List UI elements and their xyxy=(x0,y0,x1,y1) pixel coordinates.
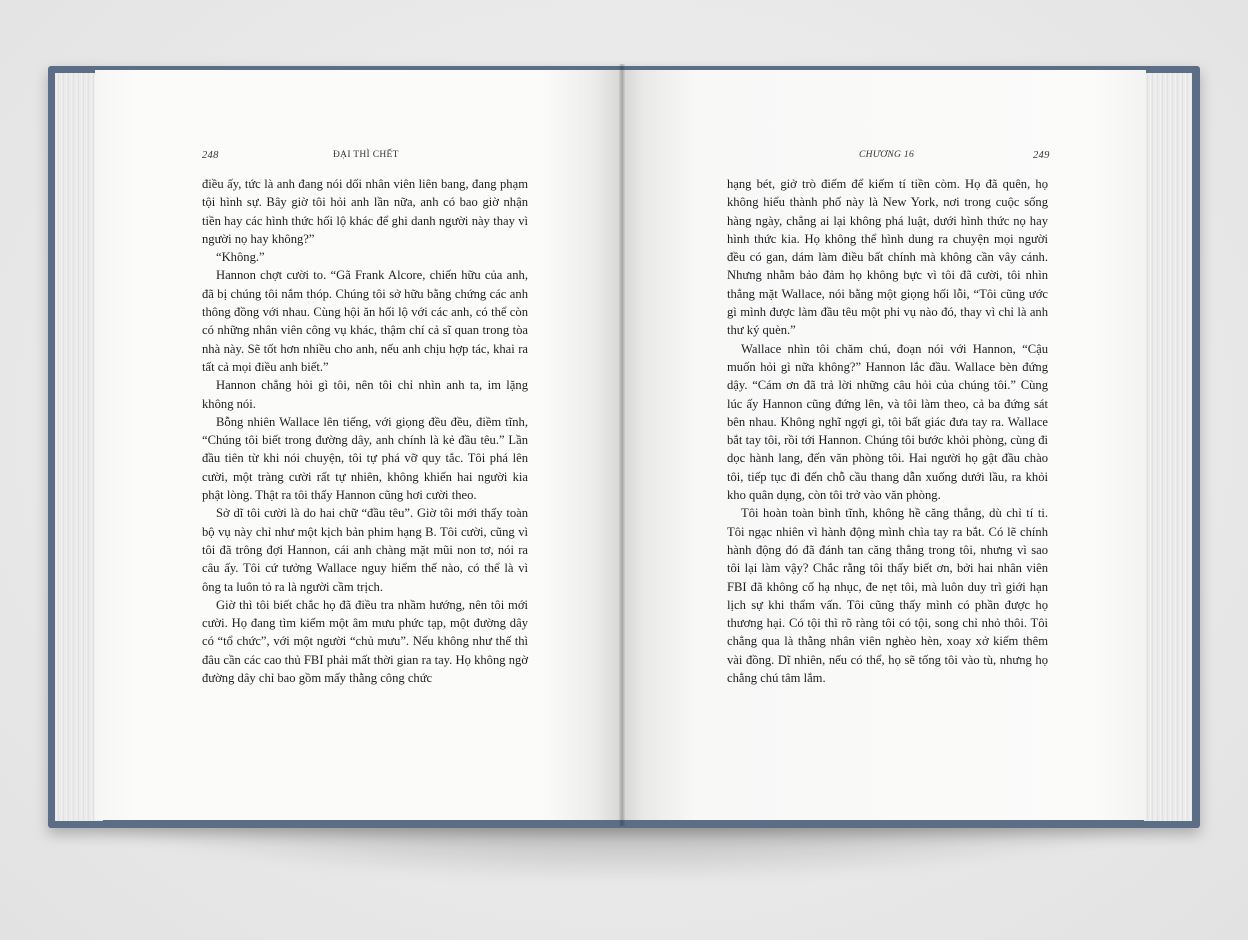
page-number-left: 248 xyxy=(202,150,219,161)
right-page xyxy=(622,70,1146,820)
paragraph: Tôi hoàn toàn bình tĩnh, không hề căng thẳng, dù chỉ tí ti. Tôi ngạc nhiên vì hành động mình chìa tay ra bắt. Có lẽ chính hành động đó đã đánh tan căng thẳng trong tôi, nhưng vì sao tôi lại làm vậy? Chắc rằng tôi thấy biết ơn, bởi hai nhân viên FBI đã không cố hạ nhục, đe nẹt tôi, mà luôn duy trì giới hạn lịch sự khi thẩm vấn. Tôi cũng thấy mình có phần được họ thương hại. Có tội thì rõ ràng tôi có tội, song chỉ nhỏ thôi. Tôi chẳng qua là thằng nhân viên nghèo hèn, xoay xở kiếm thêm vài đồng. Dĩ nhiên, nếu có thể, họ sẽ tống tôi vào tù, nhưng họ chẳng chú tâm lắm. xyxy=(727,506,1048,686)
left-page xyxy=(95,70,622,820)
paragraph: “Không.” xyxy=(216,250,265,265)
left-page-text xyxy=(202,175,528,687)
paragraph: Hannon chẳng hỏi gì tôi, nên tôi chỉ nhìn anh ta, im lặng không nói. xyxy=(202,378,528,411)
paragraph: Sở dĩ tôi cười là do hai chữ “đầu têu”. Giờ tôi mới thấy toàn bộ vụ này chỉ như một kịch bản phim hạng B. Tôi cười, cũng vì tôi đã trông đợi Hannon, cái anh chàng mặt mũi non tơ, nói ra câu ấy. Tôi cứ tưởng Wallace nguy hiểm thế nào, có thể là vì ông ta luôn tỏ ra là người cầm trịch. xyxy=(202,506,528,594)
paragraph: hạng bét, giở trò điếm để kiếm tí tiền còm. Họ đã quên, họ không hiểu thành phố này là New York, nơi trong cuộc sống hàng ngày, chẳng ai lại không phá luật, dưới hình thức nọ hay hình thức kia. Họ không thể hình dung ra chuyện mọi người đều có gan, dám làm điều bất chính mà không cần vây cánh. Nhưng nhằm bảo đảm họ không bực vì tôi đã cười, tôi nhìn thẳng mặt Wallace, nói bằng một giọng hối lỗi, “Tôi cũng ước gì mình được làm đầu têu một phi vụ nào đó, thay vì chỉ là anh thư ký quèn.” xyxy=(727,177,1048,338)
page-edges-right xyxy=(1144,73,1192,821)
running-title-left: ĐẠI THÌ CHẾT xyxy=(333,150,399,160)
book-spine xyxy=(619,64,625,826)
paragraph: Giờ thì tôi biết chắc họ đã điều tra nhầm hướng, nên tôi mới cười. Họ đang tìm kiếm một âm mưu phức tạp, một đường dây có “tổ chức”, với một người “chủ mưu”. Nếu không như thế thì đâu cần các cao thủ FBI phải mất thời gian ra tay. Họ không ngờ đường dây chỉ bao gồm mấy thằng công chức xyxy=(202,597,528,686)
running-title-right: CHƯƠNG 16 xyxy=(859,150,914,160)
right-page-text xyxy=(727,175,1048,687)
paragraph: Hannon chợt cười to. “Gã Frank Alcore, chiến hữu của anh, đã bị chúng tôi nắm thóp. Chúng tôi sở hữu bằng chứng các anh thông đồng với nhau. Cùng hội ăn hối lộ với các anh, có thể còn có những nhân viên công vụ khác, thậm chí cả sĩ quan trong tòa nhà này. Sẽ tốt hơn nhiều cho anh, nếu anh chịu hợp tác, khai ra tất cả mọi điều anh biết.” xyxy=(202,268,528,374)
paragraph: Bỗng nhiên Wallace lên tiếng, với giọng đều đều, điềm tĩnh, “Chúng tôi biết trong đường dây, anh chính là kẻ đầu têu.” Lần đầu tiên từ khi nói chuyện, tôi tự phá vỡ quy tắc. Tôi phá lên cười, một tràng cười rất tự nhiên, không khiến hai người kia phật lòng. Thật ra tôi thấy Hannon cũng hơi cười theo. xyxy=(202,414,528,503)
page-number-right: 249 xyxy=(1033,150,1050,161)
paragraph: điều ấy, tức là anh đang nói dối nhân viên liên bang, đang phạm tội hình sự. Bây giờ tôi hỏi anh lần nữa, anh có bao giờ nhận tiền hay các hình thức hối lộ khác để ghi danh người này thay vì người nọ hay không?” xyxy=(202,177,528,246)
paragraph: Wallace nhìn tôi chăm chú, đoạn nói với Hannon, “Cậu muốn hỏi gì nữa không?” Hannon lắc đầu. Wallace bèn đứng dậy. “Cám ơn đã trả lời những câu hỏi của chúng tôi.” Cùng lúc ấy Hannon cũng đứng lên, và tôi làm theo, cả ba đứng sát bên nhau. Không nghĩ ngợi gì, tôi bất giác đưa tay ra. Wallace bắt tay tôi, rồi tới Hannon. Chúng tôi bước khỏi phòng, cùng đi dọc hành lang, đến văn phòng tôi. Hai người họ gật đầu chào tôi, tiếp tục đi đến chỗ cầu thang dẫn xuống dưới lầu, ra khỏi kho quân dụng, còn tôi trở vào văn phòng. xyxy=(727,341,1048,503)
